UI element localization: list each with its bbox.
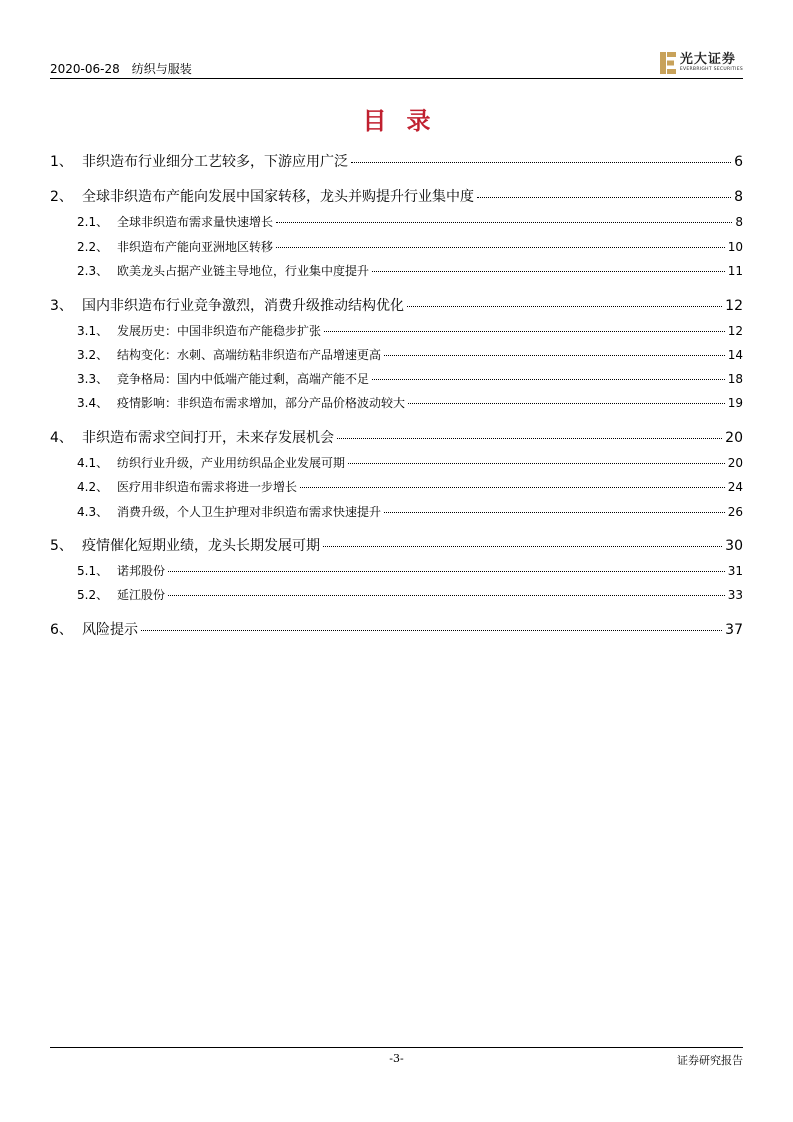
everbright-logo (660, 51, 743, 75)
toc-dot-leader (372, 271, 725, 272)
toc-entry-title: 非织造布需求空间打开，未来存发展机会 (82, 430, 334, 446)
toc-entry-title: 欧美龙头占据产业链主导地位，行业集中度提升 (117, 264, 370, 278)
toc-entry-number: 2、 (50, 189, 73, 205)
header-text (50, 60, 192, 77)
toc-entry-page: 37 (725, 622, 743, 638)
toc-entry-page: 8 (735, 215, 743, 229)
toc-dot-leader (351, 162, 731, 163)
report-category: 纺织与服装 (131, 62, 192, 76)
toc-entry-title: 发展历史：中国非织造布产能稳步扩张 (117, 324, 322, 338)
toc-entry-number: 4、 (50, 430, 73, 446)
toc-entry[interactable] (50, 619, 743, 639)
toc-entry[interactable] (50, 586, 743, 604)
logo-name-en: EVERBRIGHT SECURITIES (679, 67, 743, 73)
toc-entry-title: 竞争格局：国内中低端产能过剩，高端产能不足 (117, 372, 370, 386)
logo-name-cn: 光大证券 (679, 52, 736, 68)
toc-entry[interactable] (50, 238, 743, 256)
footer-label: 证券研究报告 (677, 1054, 743, 1067)
toc-entry-page: 12 (727, 324, 743, 338)
toc-entry-title: 全球非织造布产能向发展中国家转移，龙头并购提升行业集中度 (82, 189, 474, 205)
toc-dot-leader (348, 463, 725, 464)
toc-dot-leader (407, 306, 722, 307)
toc-entry[interactable] (50, 370, 743, 388)
toc-entry-number: 5.2、 (77, 588, 109, 602)
toc-entry-number: 4.1、 (77, 456, 109, 470)
toc-entry-number: 5.1、 (77, 564, 109, 578)
toc-dot-leader (408, 403, 725, 404)
toc-entry[interactable] (50, 535, 743, 555)
toc-entry-title: 全球非织造布需求量快速增长 (117, 215, 274, 229)
toc-entry-page: 14 (727, 348, 743, 362)
toc-entry-number: 4.3、 (77, 505, 109, 519)
toc-dot-leader (323, 546, 722, 547)
toc-entry[interactable] (50, 346, 743, 364)
toc-entry-number: 4.2、 (77, 480, 109, 494)
toc-entry-number: 3.3、 (77, 372, 109, 386)
toc-entry[interactable] (50, 427, 743, 447)
toc-dot-leader (168, 595, 725, 596)
toc-entry-page: 24 (727, 480, 743, 494)
toc-entry[interactable] (50, 503, 743, 521)
toc-entry-page: 6 (734, 154, 743, 170)
toc-entry-page: 20 (725, 430, 743, 446)
toc-dot-leader (276, 247, 725, 248)
toc-dot-leader (276, 222, 732, 223)
toc-entry-title: 非织造布行业细分工艺较多，下游应用广泛 (82, 154, 348, 170)
toc-entry-number: 6、 (50, 622, 73, 638)
toc-entry-page: 26 (727, 505, 743, 519)
toc-entry-number: 3.2、 (77, 348, 109, 362)
toc-entry-title: 消费升级，个人卫生护理对非织造布需求快速提升 (117, 505, 382, 519)
toc-dot-leader (477, 197, 731, 198)
toc-entry[interactable] (50, 322, 743, 340)
toc-entry-page: 19 (727, 396, 743, 410)
footer-page-number: -3- (389, 1052, 404, 1065)
toc-entry[interactable] (50, 213, 743, 231)
toc-entry-page: 12 (725, 298, 743, 314)
toc-entry-title: 医疗用非织造布需求将进一步增长 (117, 480, 298, 494)
toc-entry-title: 风险提示 (82, 622, 138, 638)
header-divider (50, 78, 743, 79)
toc-entry-number: 2.2、 (77, 240, 109, 254)
toc-dot-leader (384, 512, 725, 513)
toc-entry-page: 18 (727, 372, 743, 386)
toc-entry-title: 延江股份 (117, 588, 166, 602)
everbright-logo-icon (660, 52, 676, 74)
toc-entry-page: 11 (727, 264, 743, 278)
toc-entry-number: 3.4、 (77, 396, 109, 410)
toc-entry-number: 2.3、 (77, 264, 109, 278)
toc-entry-number: 5、 (50, 538, 73, 554)
toc-entry[interactable] (50, 151, 743, 171)
toc-entry-page: 10 (727, 240, 743, 254)
toc-dot-leader (141, 630, 722, 631)
toc-entry-page: 20 (727, 456, 743, 470)
toc-entry-title: 非织造布产能向亚洲地区转移 (117, 240, 274, 254)
toc-entry[interactable] (50, 295, 743, 315)
page-title: 目录 (362, 107, 451, 135)
toc-entry-number: 3.1、 (77, 324, 109, 338)
footer-divider (50, 1047, 743, 1048)
toc-entry-page: 30 (725, 538, 743, 554)
report-date: 2020-06-28 (50, 62, 120, 76)
toc-entry-number: 1、 (50, 154, 73, 170)
toc-entry-title: 疫情催化短期业绩，龙头长期发展可期 (82, 538, 320, 554)
toc-entry-title: 结构变化：水刺、高端纺粘非织造布产品增速更高 (117, 348, 382, 362)
toc-entry-title: 疫情影响：非织造布需求增加，部分产品价格波动较大 (117, 396, 406, 410)
toc-entry[interactable] (50, 562, 743, 580)
toc-entry-title: 纺织行业升级，产业用纺织品企业发展可期 (117, 456, 346, 470)
toc-entry-number: 3、 (50, 298, 73, 314)
toc-entry-page: 33 (727, 588, 743, 602)
toc-entry[interactable] (50, 186, 743, 206)
toc-entry-number: 2.1、 (77, 215, 109, 229)
toc-dot-leader (168, 571, 725, 572)
toc-entry[interactable] (50, 262, 743, 280)
toc-entry-page: 8 (734, 189, 743, 205)
toc-entry-title: 国内非织造布行业竞争激烈，消费升级推动结构优化 (82, 298, 404, 314)
toc-entry[interactable] (50, 478, 743, 496)
toc-dot-leader (300, 487, 725, 488)
page-header (50, 48, 743, 78)
toc-dot-leader (384, 355, 725, 356)
toc-entry-page: 31 (727, 564, 743, 578)
toc-entry[interactable] (50, 394, 743, 412)
toc-dot-leader (372, 379, 725, 380)
toc-dot-leader (337, 438, 722, 439)
toc-entry[interactable] (50, 454, 743, 472)
toc-entry-title: 诺邦股份 (117, 564, 166, 578)
toc-dot-leader (324, 331, 725, 332)
